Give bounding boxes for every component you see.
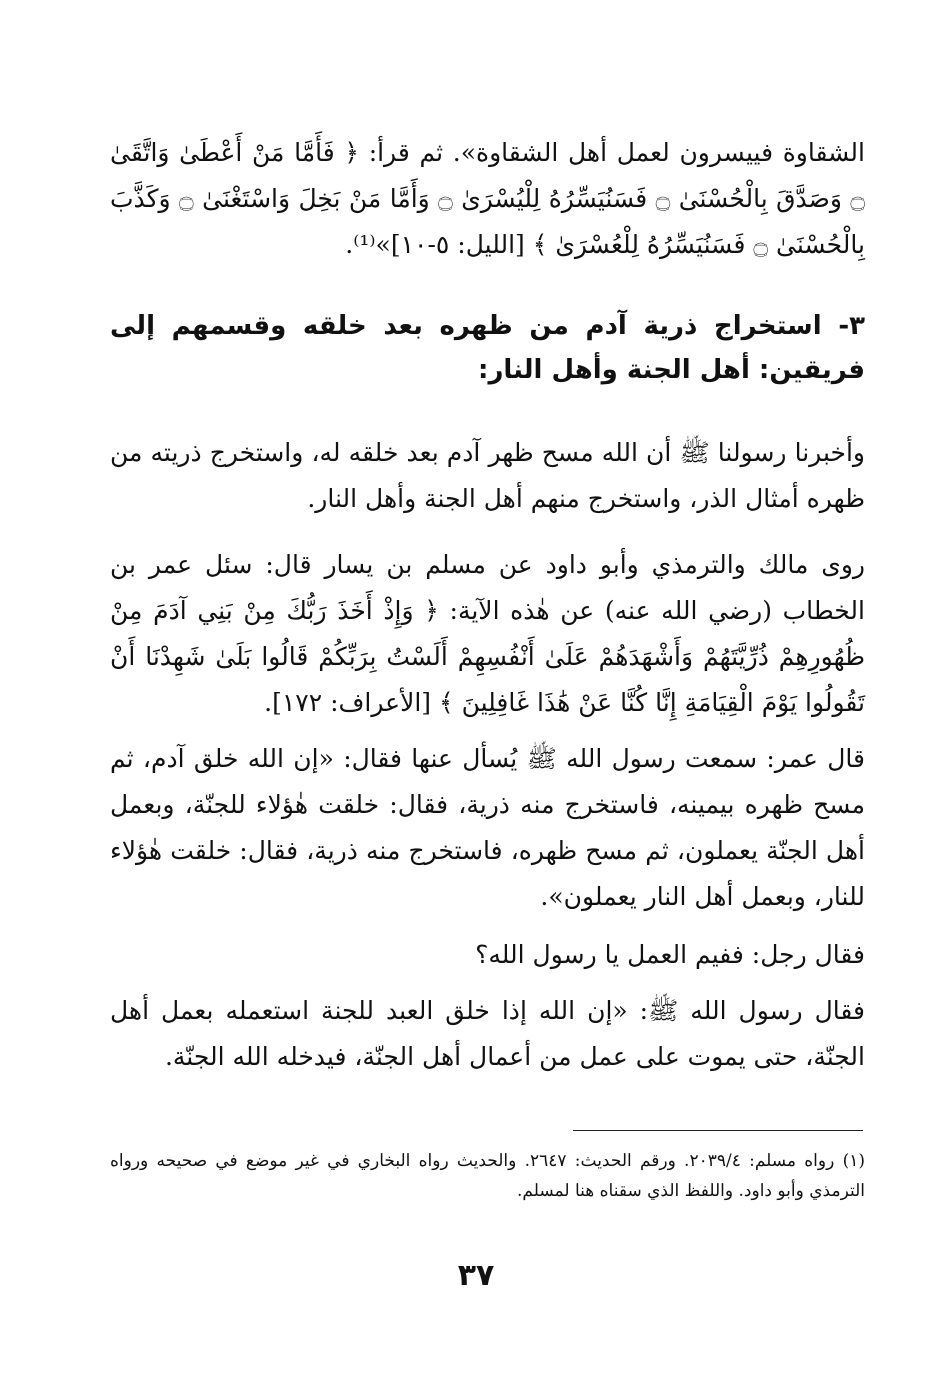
paragraph-man-question: فقال رجل: ففيم العمل يا رسول الله؟ (475, 940, 865, 969)
paragraph-narration-malik: روى مالك والترمذي وأبو داود عن مسلم بن يسار قال: سئل عمر بن الخطاب (رضي الله عنه) عن هٰذه الآية: ﴿ وَإِذْ أَخَذَ رَبُّكَ مِنْ بَنِي آدَمَ مِنْ ظُهُورِهِمْ ذُرِّيَّتَهُمْ وَأَشْهَدَهُمْ عَلَىٰ أَنْفُسِهِمْ أَلَسْتُ بِرَبِّكُمْ قَالُوا بَلَىٰ شَهِدْنَا أَنْ تَقُولُوا يَوْمَ الْقِيَامَةِ إِنَّا كُنَّا عَنْ هَٰذَا غَافِلِينَ ﴾ [الأعراف: ١٧٢]. (110, 550, 865, 717)
paragraph-umar-hadith: قال عمر: سمعت رسول الله ﷺ يُسأل عنها فقال: «إن الله خلق آدم، ثم مسح ظهره بيمينه، فاستخرج منه ذرية، فقال: خلقت هٰؤلاء للجنّة، وبعمل أهل الجنّة يعملون، ثم مسح ظهره، فاستخرج منه ذرية، فقال: خلقت هٰؤلاء للنار، وبعمل أهل النار يعملون». (110, 744, 865, 911)
page-number: ٣٧ (457, 1258, 495, 1293)
page-body (110, 130, 865, 1080)
paragraph-prophet-answer: فقال رسول الله ﷺ: «إن الله إذا خلق العبد للجنة استعمله بعمل أهل الجنّة، حتى يموت على عمل من أعمال أهل الجنّة، فيدخله الله الجنّة. (110, 996, 865, 1071)
paragraph-adam-offspring: وأخبرنا رسولنا ﷺ أن الله مسح ظهر آدم بعد خلقه له، واستخرج ذريته من ظهره أمثال الذر، واستخرج منهم أهل الجنة وأهل النار. (110, 438, 865, 513)
footnote-divider (573, 1130, 863, 1131)
paragraph-quran-al-layl: الشقاوة فييسرون لعمل أهل الشقاوة». ثم قرأ: ﴿ فَأَمَّا مَنْ أَعْطَىٰ وَاتَّقَىٰ ۝ وَصَدَّقَ بِالْحُسْنَىٰ ۝ فَسَنُيَسِّرُهُ لِلْيُسْرَىٰ ۝ وَأَمَّا مَنْ بَخِلَ وَاسْتَغْنَىٰ ۝ وَكَذَّبَ بِالْحُسْنَىٰ ۝ فَسَنُيَسِّرُهُ لِلْعُسْرَىٰ ﴾ [الليل: ٥-١٠]»⁽¹⁾. (110, 138, 865, 259)
section-heading: ٣- استخراج ذرية آدم من ظهره بعد خلقه وقسمهم إلى فريقين: أهل الجنة وأهل النار: (110, 311, 865, 385)
footnote: (١) رواه مسلم: ٢٠٣٩/٤. ورقم الحديث: ٢٦٤٧. والحديث رواه البخاري في غير موضع في صحيحه ورواه الترمذي وأبو داود. واللفظ الذي سقناه هنا لمسلم. (110, 1151, 865, 1201)
